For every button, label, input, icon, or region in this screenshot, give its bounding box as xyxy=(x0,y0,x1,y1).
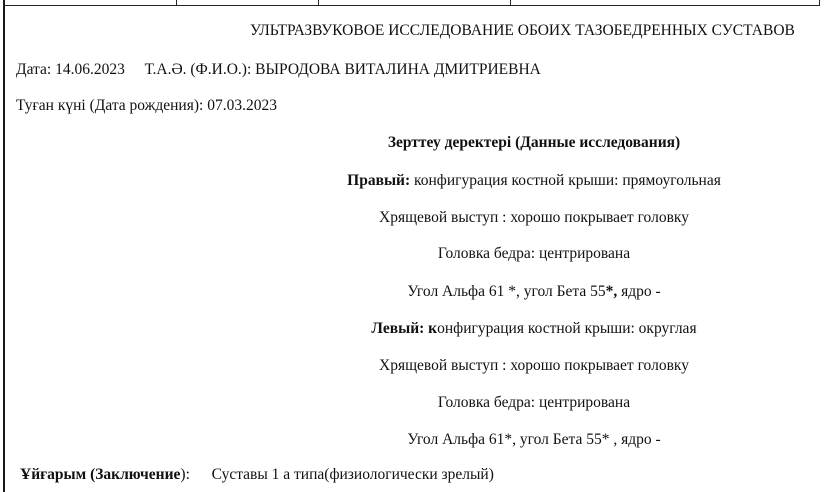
birth-date: 07.03.2023 xyxy=(207,97,277,114)
conclusion-value: Суставы 1 а типа(физиологически зрелый) xyxy=(211,466,494,483)
patient-line xyxy=(16,61,541,79)
patient-name: ВЫРОДОВА ВИТАЛИНА ДМИТРИЕВНА xyxy=(255,61,541,78)
table-fragment xyxy=(3,0,820,6)
document-title: УЛЬТРАЗВУКОВОЕ ИССЛЕДОВАНИЕ ОБОИХ ТАЗОБЕДРЕННЫХ СУСТАВОВ xyxy=(250,22,795,39)
conclusion-label: Ұйғарым (Заключение xyxy=(20,466,181,483)
right-protrusion-line: Хрящевой выступ : хорошо покрывает головку xyxy=(379,209,689,226)
right-roof-line: Правый: конфигурация костной крыши: прямоугольная xyxy=(347,172,721,189)
left-label: Левый: к xyxy=(371,320,438,337)
left-head-line: Головка бедра: центрирована xyxy=(437,394,631,411)
left-protrusion-line: Хрящевой выступ : хорошо покрывает головку xyxy=(379,357,689,374)
birth-date-label: Туған күні (Дата рождения): xyxy=(16,97,204,114)
patient-name-label: Т.А.Ә. (Ф.И.О.): xyxy=(144,61,252,78)
conclusion-line: Ұйғарым (Заключение): Суставы 1 а типа(физиологически зрелый) xyxy=(20,466,494,483)
birth-date-line xyxy=(16,97,277,115)
table-cell-divider xyxy=(510,0,511,6)
left-roof-line: Левый: конфигурация костной крыши: округлая xyxy=(371,320,697,337)
right-label: Правый: xyxy=(347,172,411,189)
right-head-line: Головка бедра: центрирована xyxy=(437,245,631,262)
section-heading: Зерттеу деректері (Данные исследования) xyxy=(387,134,681,151)
left-angles-line: Угол Альфа 61*, угол Бета 55* , ядро - xyxy=(407,431,661,448)
right-angles-line: Угол Альфа 61 *, угол Бета 55*, ядро - xyxy=(407,283,661,300)
table-cell-divider xyxy=(318,0,319,6)
table-cell-divider xyxy=(176,0,177,6)
exam-date: Дата: 14.06.2023 xyxy=(16,61,125,78)
